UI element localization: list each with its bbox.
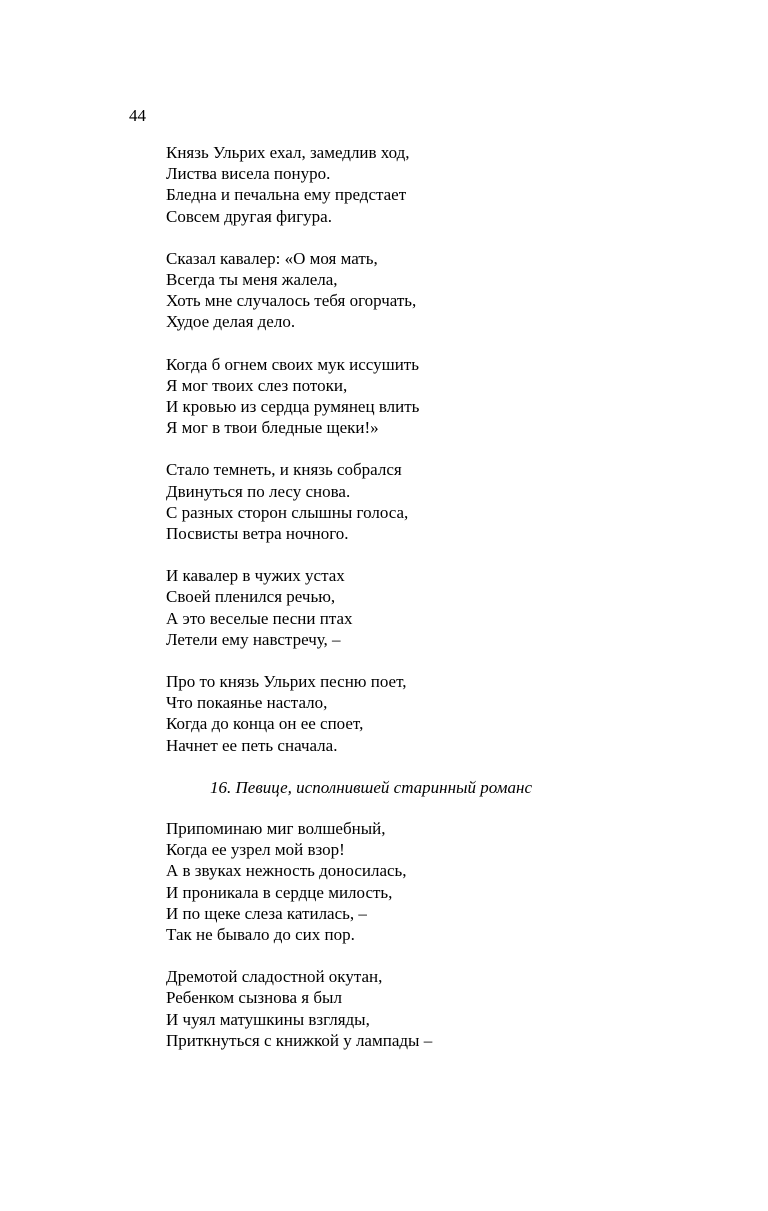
poem-line: Хоть мне случалось тебя огорчать, xyxy=(166,291,417,311)
poem-line: Посвисты ветра ночного. xyxy=(166,524,349,544)
poem-line: Князь Ульрих ехал, замедлив ход, xyxy=(166,143,410,162)
poem-line: С разных сторон слышны голоса, xyxy=(166,502,409,522)
poem-line: Летели ему навстречу, – xyxy=(166,629,341,649)
poem-line: И проникала в сердце милость, xyxy=(166,882,393,902)
poem-line: Что покаянье настало, xyxy=(166,693,328,713)
poem-line: Всегда ты меня жалела, xyxy=(166,270,338,290)
stanza xyxy=(166,818,726,945)
poem-line: Так не бывало до сих пор. xyxy=(166,925,355,945)
poem-line: Припоминаю миг волшебный, xyxy=(166,819,386,838)
poem-2 xyxy=(166,818,726,1072)
poem-line: Когда до конца он ее споет, xyxy=(166,714,364,734)
poem-line: Худое делая дело. xyxy=(166,312,296,332)
poem-line: Ребенком сызнова я был xyxy=(166,988,342,1008)
poem-line: А в звуках нежность доносилась, xyxy=(166,861,407,881)
poem-title: 16. Певице, исполнившей старинный романс xyxy=(210,778,532,797)
stanza xyxy=(166,459,726,544)
stanza xyxy=(166,966,726,1051)
poem-line: Листва висела понуро. xyxy=(166,164,331,184)
poem-line: Своей пленился речью, xyxy=(166,587,336,607)
poem-line: А это веселые песни птах xyxy=(166,608,353,628)
stanza xyxy=(166,671,726,756)
poem-line: И чуял матушкины взгляды, xyxy=(166,1009,370,1029)
poem-line: Совсем другая фигура. xyxy=(166,206,332,226)
poem-line: Дремотой сладостной окутан, xyxy=(166,967,383,987)
poem-line: И по щеке слеза катилась, – xyxy=(166,903,367,923)
poem-line: Про то князь Ульрих песню поет, xyxy=(166,672,407,692)
stanza xyxy=(166,142,726,227)
poem-line: Я мог твоих слез потоки, xyxy=(166,375,348,395)
stanza xyxy=(166,565,726,650)
page-number: 44 xyxy=(129,106,146,125)
poem-line: Сказал кавалер: «О моя мать, xyxy=(166,248,378,268)
poem-line: Приткнуться с книжкой у лампады – xyxy=(166,1030,433,1050)
poem-1 xyxy=(166,142,726,777)
stanza xyxy=(166,354,726,439)
poem-line: Двинуться по лесу снова. xyxy=(166,481,351,501)
poem-line: Когда ее узрел мой взор! xyxy=(166,840,345,860)
poem-line: Бледна и печальна ему предстает xyxy=(166,185,407,205)
stanza xyxy=(166,248,726,333)
poem-line: Я мог в твои бледные щеки!» xyxy=(166,418,379,438)
poem-line: Начнет ее петь сначала. xyxy=(166,735,338,755)
poem-line: И кровью из сердца румянец влить xyxy=(166,397,420,417)
poem-line: Когда б огнем своих мук иссушить xyxy=(166,354,419,374)
poem-line: Стало темнеть, и князь собрался xyxy=(166,460,402,480)
poem-line: И кавалер в чужих устах xyxy=(166,566,345,586)
